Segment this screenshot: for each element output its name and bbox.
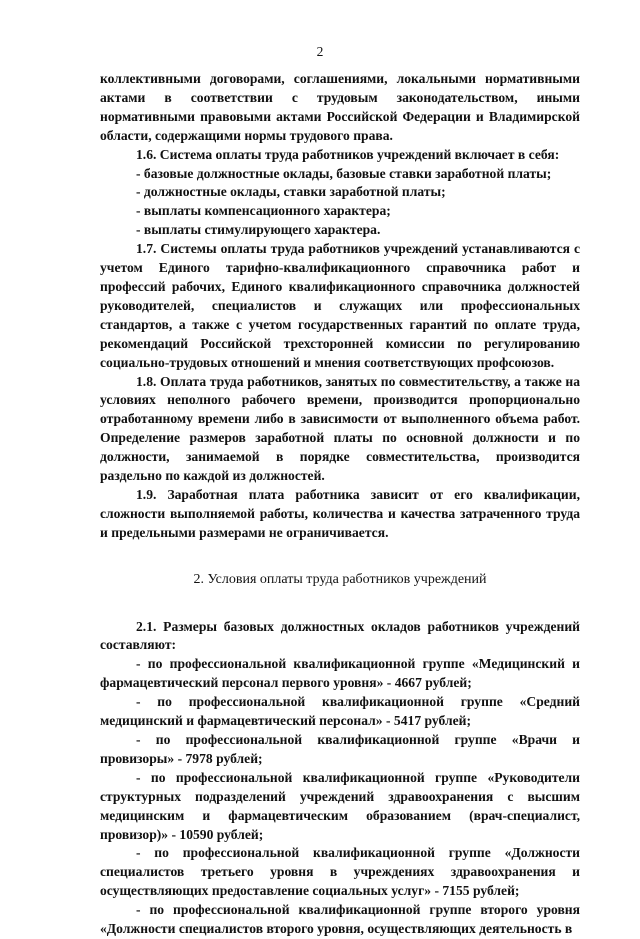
paragraph-1-6: 1.6. Система оплаты труда работников учреждений включает в себя:: [136, 146, 560, 162]
list-item: - по профессиональной квалификационной группе «Руководители структурных подразделений учреждений здравоохранения с высшим медицинским и фармацевтическим образованием (врач-специалист, провизор)» - 10590 рублей;: [100, 769, 580, 842]
paragraph-2-1: 2.1. Размеры базовых должностных окладов работников учреждений составляют:: [100, 618, 580, 653]
list-item: - по профессиональной квалификационной группе «Медицинский и фармацевтический персонал первого уровня» - 4667 рублей;: [100, 656, 580, 691]
paragraph-1-8: 1.8. Оплата труда работников, занятых по совместительству, а также на условиях неполного рабочего времени, производится пропорционально отработанному времени либо в зависимости от выполненного объема работ. Определение размеров заработной платы по основной должности и по должности, занимаемой в порядке совместительства, производится раздельно по каждой из должностей.: [100, 373, 580, 484]
paragraph-1-7: 1.7. Системы оплаты труда работников учреждений устанавливаются с учетом Единого тарифно-квалификационного справочника работ и профессий рабочих, Единого квалификационного справочника должностей руководителей, специалистов и служащих или профессиональных стандартов, а также с учетом государственных гарантий по оплате труда, рекомендаций Российской трехсторонней комиссии по регулированию социально-трудовых отношений и мнения соответствующих профсоюзов.: [100, 241, 580, 370]
intro-paragraph: коллективными договорами, соглашениями, локальными нормативными актами в соответствии с трудовым законодательством, иными нормативными правовыми актами Российской Федерации и Владимирской области, содержащими нормы трудового права.: [100, 71, 580, 143]
list-item: - выплаты компенсационного характера;: [136, 203, 391, 219]
list-item: - по профессиональной квалификационной группе «Средний медицинский и фармацевтический персонал» - 5417 рублей;: [100, 694, 580, 729]
section-2-title: 2. Условия оплаты труда работников учреждений: [193, 571, 487, 587]
list-item: - базовые должностные оклады, базовые ставки заработной платы;: [136, 165, 552, 181]
document-body: [100, 70, 580, 939]
paragraph-1-9: 1.9. Заработная плата работника зависит от его квалификации, сложности выполняемой работы, количества и качества затраченного труда и предельными размерами не ограничивается.: [100, 486, 580, 540]
list-item: - по профессиональной квалификационной группе второго уровня «Должности специалистов второго уровня, осуществляющих деятельность в: [100, 902, 580, 937]
page-number: 2: [316, 44, 324, 59]
list-item: - выплаты стимулирующего характера.: [136, 222, 381, 238]
list-item: - должностные оклады, ставки заработной платы;: [136, 184, 446, 200]
list-item: - по профессиональной квалификационной группе «Должности специалистов третьего уровня в учреждениях здравоохранения и осуществляющих предоставление социальных услуг» - 7155 рублей;: [100, 845, 580, 899]
list-item: - по профессиональной квалификационной группе «Врачи и провизоры» - 7978 рублей;: [100, 732, 580, 766]
